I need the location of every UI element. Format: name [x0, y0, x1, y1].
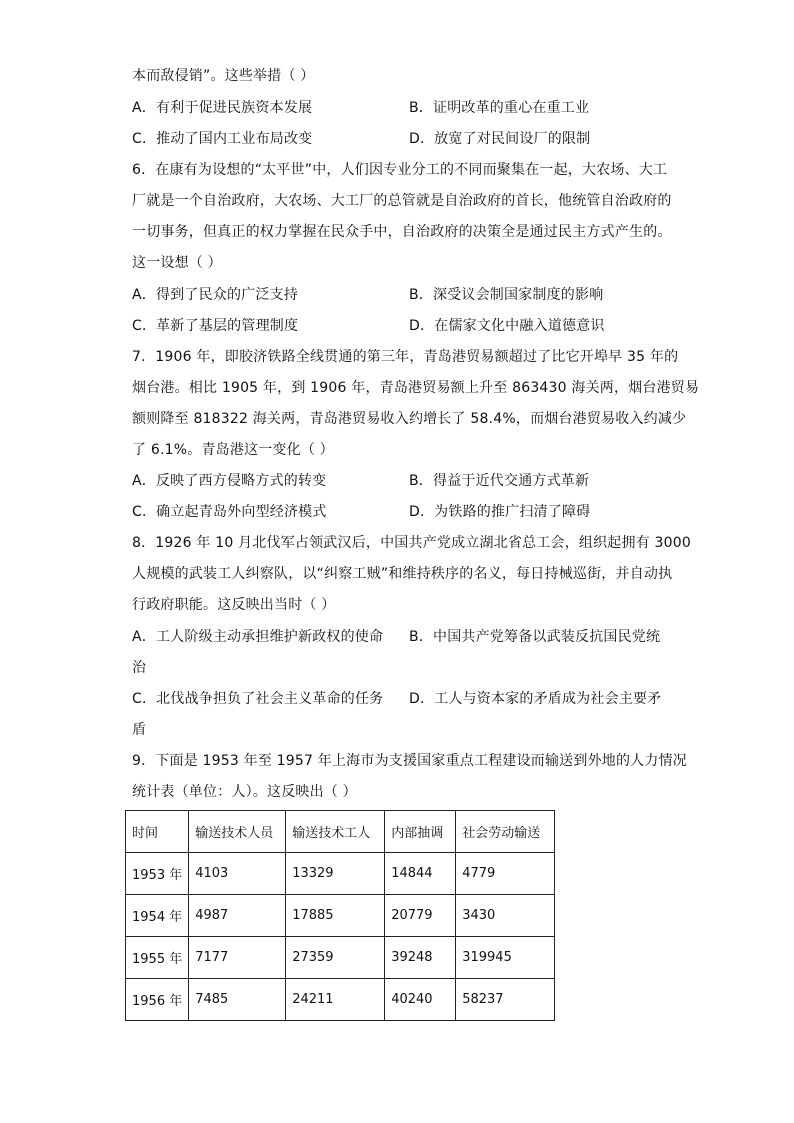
q8-option-a: A．工人阶级主动承担维护新政权的使命 [132, 629, 384, 645]
q8-stem-line-3: 行政府职能。这反映出当时（ ） [132, 597, 336, 613]
table-cell: 14844 [385, 853, 456, 895]
q8-option-c: C．北伐战争担负了社会主义革命的任务 [132, 691, 384, 707]
table-cell: 319945 [456, 937, 555, 979]
q5-stem-tail: 本而敌侵销”。这些举措（ ） [132, 68, 315, 84]
table-row [126, 979, 555, 1021]
table-cell: 39248 [385, 937, 456, 979]
q7-stem-line-2: 烟台港。相比 1905 年，到 1906 年，青岛港贸易额上升至 863430 海关两，烟台港贸易 [132, 380, 700, 396]
table-header-cell: 社会劳动输送 [456, 811, 555, 853]
table-cell: 13329 [286, 853, 385, 895]
q6-option-b: B．深受议会制国家制度的影响 [409, 287, 604, 303]
table-row [126, 895, 555, 937]
q7-stem-line-1: 7．1906 年，即胶济铁路全线贯通的第三年，青岛港贸易额超过了比它开埠早 35 年的 [132, 349, 679, 365]
q5-option-b: B．证明改革的重心在重工业 [409, 100, 590, 116]
q8-option-d-continued: 盾 [132, 722, 147, 738]
table-cell: 7485 [189, 979, 286, 1021]
q7-option-b: B．得益于近代交通方式革新 [409, 473, 590, 489]
q5-option-c: C．推动了国内工业布局改变 [132, 131, 313, 147]
q5-option-d: D．放宽了对民间设厂的限制 [409, 131, 591, 147]
table-cell: 4103 [189, 853, 286, 895]
q7-option-d: D．为铁路的推广扫清了障碍 [409, 504, 591, 520]
q9-stem-line-2: 统计表（单位：人）。这反映出（ ） [132, 784, 357, 800]
table-header-cell: 输送技术工人 [286, 811, 385, 853]
table-cell: 3430 [456, 895, 555, 937]
q8-option-b: B．中国共产党筹备以武装反抗国民党统 [409, 629, 661, 645]
q6-stem-line-4: 这一设想（ ） [132, 255, 222, 271]
q6-stem-line-2: 厂就是一个自治政府，大农场、大工厂的总管就是自治政府的首长，他统管自治政府的 [132, 193, 672, 209]
q6-option-a: A．得到了民众的广泛支持 [132, 287, 298, 303]
q6-stem-line-1: 6．在康有为设想的“太平世”中，人们因专业分工的不同而聚集在一起，大农场、大工 [132, 162, 668, 178]
table-cell: 20779 [385, 895, 456, 937]
q5-option-a: A．有利于促进民族资本发展 [132, 100, 313, 116]
q8-option-d: D．工人与资本家的矛盾成为社会主要矛 [409, 691, 662, 707]
table-header-cell: 输送技术人员 [189, 811, 286, 853]
q7-stem-line-4: 了 6.1%。青岛港这一变化（ ） [132, 442, 334, 458]
table-row [126, 937, 555, 979]
q8-stem-line-1: 8．1926 年 10 月北伐军占领武汉后，中国共产党成立湖北省总工会，组织起拥有 3000 [132, 535, 691, 551]
q6-stem-line-3: 一切事务，但真正的权力掌握在民众手中，自治政府的决策全是通过民主方式产生的。 [132, 224, 672, 240]
q9-stem-line-1: 9．下面是 1953 年至 1957 年上海市为支援国家重点工程建设而输送到外地的人力情况 [132, 753, 687, 769]
table-cell: 1954 年 [126, 895, 189, 937]
table-cell: 1956 年 [126, 979, 189, 1021]
table-row [126, 853, 555, 895]
table-cell: 4779 [456, 853, 555, 895]
table-header-cell: 时间 [126, 811, 189, 853]
table-cell: 58237 [456, 979, 555, 1021]
table-cell: 1953 年 [126, 853, 189, 895]
q8-stem-line-2: 人规模的武装工人纠察队，以“纠察工贼”和维持秩序的名义，每日持械巡街，并自动执 [132, 566, 673, 582]
table-cell: 40240 [385, 979, 456, 1021]
table-cell: 4987 [189, 895, 286, 937]
table-cell: 1955 年 [126, 937, 189, 979]
table-header-cell: 内部抽调 [385, 811, 456, 853]
q6-option-c: C．革新了基层的管理制度 [132, 318, 299, 334]
q7-option-a: A．反映了西方侵略方式的转变 [132, 473, 327, 489]
table-cell: 24211 [286, 979, 385, 1021]
q9-statistics-table [125, 810, 555, 1021]
q7-option-c: C．确立起青岛外向型经济模式 [132, 504, 327, 520]
q7-stem-line-3: 额则降至 818322 海关两，青岛港贸易收入约增长了 58.4%，而烟台港贸易收入约减少 [132, 411, 687, 427]
q6-option-d: D．在儒家文化中融入道德意识 [409, 318, 605, 334]
q8-option-b-continued: 治 [132, 660, 147, 676]
table-cell: 17885 [286, 895, 385, 937]
table-header-row [126, 811, 555, 853]
table-cell: 7177 [189, 937, 286, 979]
table-cell: 27359 [286, 937, 385, 979]
